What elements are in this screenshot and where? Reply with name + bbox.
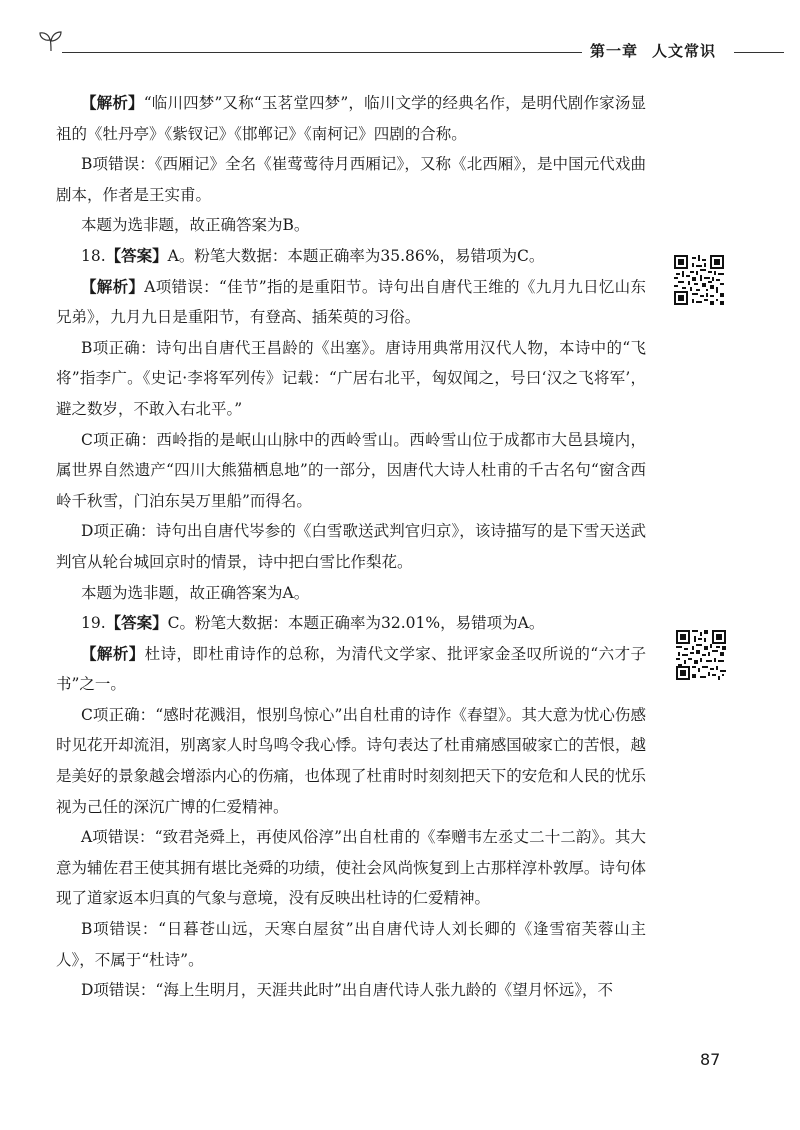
analysis-tag: 【解析】 [81, 93, 144, 112]
paragraph [56, 822, 646, 914]
paragraph-text: B项正确：诗句出自唐代王昌龄的《出塞》。唐诗用典常用汉代人物，本诗中的“飞将”指李广。《史记·李将军列传》记载：“广居右北平，匈奴闻之，号曰‘汉之飞将军’，避之数岁，不敢入右北平。” [56, 338, 646, 418]
paragraph [56, 272, 646, 333]
paragraph [56, 425, 646, 517]
paragraph [56, 210, 646, 241]
paragraph-text: D项正确：诗句出自唐代岑参的《白雪歌送武判官归京》，该诗描写的是下雪天送武判官从轮台城回京时的情景，诗中把白雪比作梨花。 [56, 522, 646, 571]
question-number: 18. [81, 246, 106, 265]
paragraph-text: B项错误：“日暮苍山远，天寒白屋贫”出自唐代诗人刘长卿的《逢雪宿芙蓉山主人》，不属于“杜诗”。 [56, 920, 646, 969]
paragraph-text: A项错误：“佳节”指的是重阳节。诗句出自唐代王维的《九月九日忆山东兄弟》，九月九日是重阳节，有登高、插茱萸的习俗。 [56, 277, 646, 327]
page-body [56, 88, 646, 1006]
paragraph-text: C项正确：“感时花溅泪，恨别鸟惊心”出自杜甫的诗作《春望》。其大意为忧心伤感时见花开却流泪，别离家人时鸟鸣令我心悸。诗句表达了杜甫痛感国破家亡的苦恨，越是美好的景象越会增添内心的伤痛，也体现了杜甫时时刻刻把天下的安危和人民的忧乐视为己任的深沉广博的仁爱精神。 [56, 705, 646, 816]
paragraph [56, 333, 646, 425]
qr-code-icon[interactable] [676, 630, 726, 680]
paragraph-text: 杜诗，即杜甫诗作的总称，为清代文学家、批评家金圣叹所说的“六才子书”之一。 [56, 644, 646, 694]
qr-code-icon[interactable] [674, 255, 724, 305]
page-header [0, 0, 800, 60]
paragraph [56, 578, 646, 609]
paragraph [56, 88, 646, 149]
paragraph-text: D项错误：“海上生明月，天涯共此时”出自唐代诗人张九龄的《望月怀远》，不 [81, 981, 614, 1000]
section-title: 人文常识 [652, 42, 717, 60]
sprout-icon [38, 30, 64, 52]
answer-tag: 【答案】 [105, 245, 168, 265]
page-number: 87 [700, 1050, 721, 1069]
paragraph-text: C。粉笔大数据：本题正确率为32.01%，易错项为A。 [167, 614, 545, 633]
paragraph-text: C项正确：西岭指的是岷山山脉中的西岭雪山。西岭雪山位于成都市大邑县境内，属世界自然遗产“四川大熊猫栖息地”的一部分，因唐代大诗人杜甫的千古名句“窗含西岭千秋雪，门泊东吴万里船”而得名。 [56, 430, 646, 510]
paragraph-text: A项错误：“致君尧舜上，再使风俗淳”出自杜甫的《奉赠韦左丞丈二十二韵》。其大意为辅佐君王使其拥有堪比尧舜的功绩，使社会风尚恢复到上古那样淳朴敦厚。诗句体现了道家返本归真的气象与意境，没有反映出杜诗的仁爱精神。 [56, 828, 646, 908]
chapter-title: 第一章 [590, 42, 639, 60]
header-rule-right [734, 52, 784, 53]
paragraph-text: 本题为选非题，故正确答案为A。 [81, 583, 310, 602]
header-rule-left [62, 52, 582, 53]
paragraph [56, 149, 646, 210]
analysis-tag: 【解析】 [81, 643, 145, 663]
question-number: 19. [81, 614, 106, 633]
answer-line [56, 241, 646, 272]
paragraph [56, 914, 646, 975]
paragraph [56, 700, 646, 822]
answer-line [56, 608, 646, 639]
paragraph [56, 639, 646, 700]
answer-tag: 【答案】 [105, 613, 168, 633]
paragraph [56, 975, 646, 1006]
analysis-tag: 【解析】 [81, 276, 145, 296]
paragraph-text: B项错误：《西厢记》全名《崔莺莺待月西厢记》，又称《北西厢》，是中国元代戏曲剧本，作者是王实甫。 [56, 155, 646, 204]
paragraph-text: “临川四梦”又称“玉茗堂四梦”，临川文学的经典名作，是明代剧作家汤显祖的《牡丹亭》《紫钗记》《邯郸记》《南柯记》四剧的合称。 [56, 94, 646, 143]
paragraph-text: A。粉笔大数据：本题正确率为35.86%，易错项为C。 [167, 246, 545, 265]
paragraph-text: 本题为选非题，故正确答案为B。 [81, 216, 310, 235]
paragraph [56, 516, 646, 577]
